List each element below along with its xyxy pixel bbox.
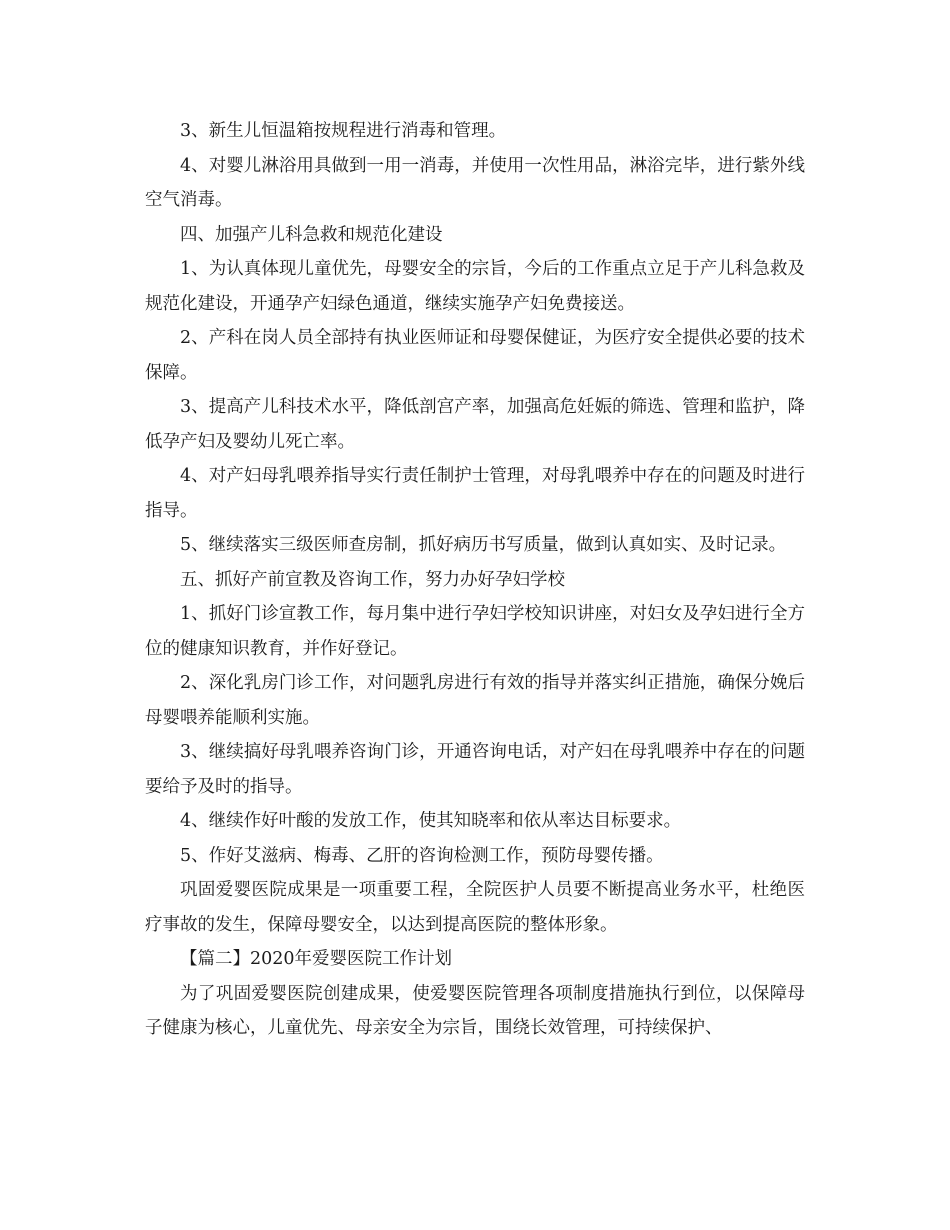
paragraph-emergency-2: 2、产科在岗人员全部持有执业医师证和母婴保健证，为医疗安全提供必要的技术保障。 [145, 328, 805, 383]
paragraph-emergency-1: 1、为认真体现儿童优先，母婴安全的宗旨，今后的工作重点立足于产儿科急救及规范化建设，开通孕产妇绿色通道，继续实施孕产妇免费接送。 [145, 259, 805, 314]
paragraph-part-two-intro: 为了巩固爱婴医院创建成果，使爱婴医院管理各项制度措施执行到位，以保障母子健康为核心，儿童优先、母亲安全为宗旨，围绕长效管理，可持续保护、 [145, 983, 805, 1038]
section-heading-part-two: 【篇二】2020年爱婴医院工作计划 [180, 949, 453, 969]
section-heading-prenatal: 五、抓好产前宣教及咨询工作，努力办好孕妇学校 [180, 569, 565, 590]
section-heading-emergency: 四、加强产儿科急救和规范化建设 [180, 224, 443, 245]
paragraph-incubator-disinfection: 3、新生儿恒温箱按规程进行消毒和管理。 [180, 121, 507, 141]
paragraph-emergency-5: 5、继续落实三级医师查房制，抓好病历书写质量，做到认真如实、及时记录。 [180, 535, 787, 555]
paragraph-prenatal-1: 1、抓好门诊宣教工作，每月集中进行孕妇学校知识讲座，对妇女及孕妇进行全方位的健康知识教育，并作好登记。 [145, 604, 805, 659]
paragraph-prenatal-5: 5、作好艾滋病、梅毒、乙肝的咨询检测工作，预防母婴传播。 [180, 845, 664, 866]
paragraph-prenatal-2: 2、深化乳房门诊工作，对问题乳房进行有效的指导并落实纠正措施，确保分娩后母婴喂养能顺利实施。 [145, 673, 805, 728]
paragraph-bath-equipment: 4、对婴儿淋浴用具做到一用一消毒，并使用一次性用品，淋浴完毕，进行紫外线空气消毒。 [145, 155, 805, 210]
paragraph-prenatal-3: 3、继续搞好母乳喂养咨询门诊，开通咨询电话，对产妇在母乳喂养中存在的问题要给予及时的指导。 [145, 742, 805, 797]
paragraph-emergency-4: 4、对产妇母乳喂养指导实行责任制护士管理，对母乳喂养中存在的问题及时进行指导。 [145, 466, 805, 521]
document-body [145, 114, 805, 1046]
paragraph-prenatal-4: 4、继续作好叶酸的发放工作，使其知晓率和依从率达目标要求。 [180, 811, 682, 831]
paragraph-conclusion: 巩固爱婴医院成果是一项重要工程，全院医护人员要不断提高业务水平，杜绝医疗事故的发生，保障母婴安全，以达到提高医院的整体形象。 [145, 880, 805, 935]
paragraph-emergency-3: 3、提高产儿科技术水平，降低剖宫产率，加强高危妊娠的筛选、管理和监护，降低孕产妇及婴幼儿死亡率。 [145, 397, 805, 452]
